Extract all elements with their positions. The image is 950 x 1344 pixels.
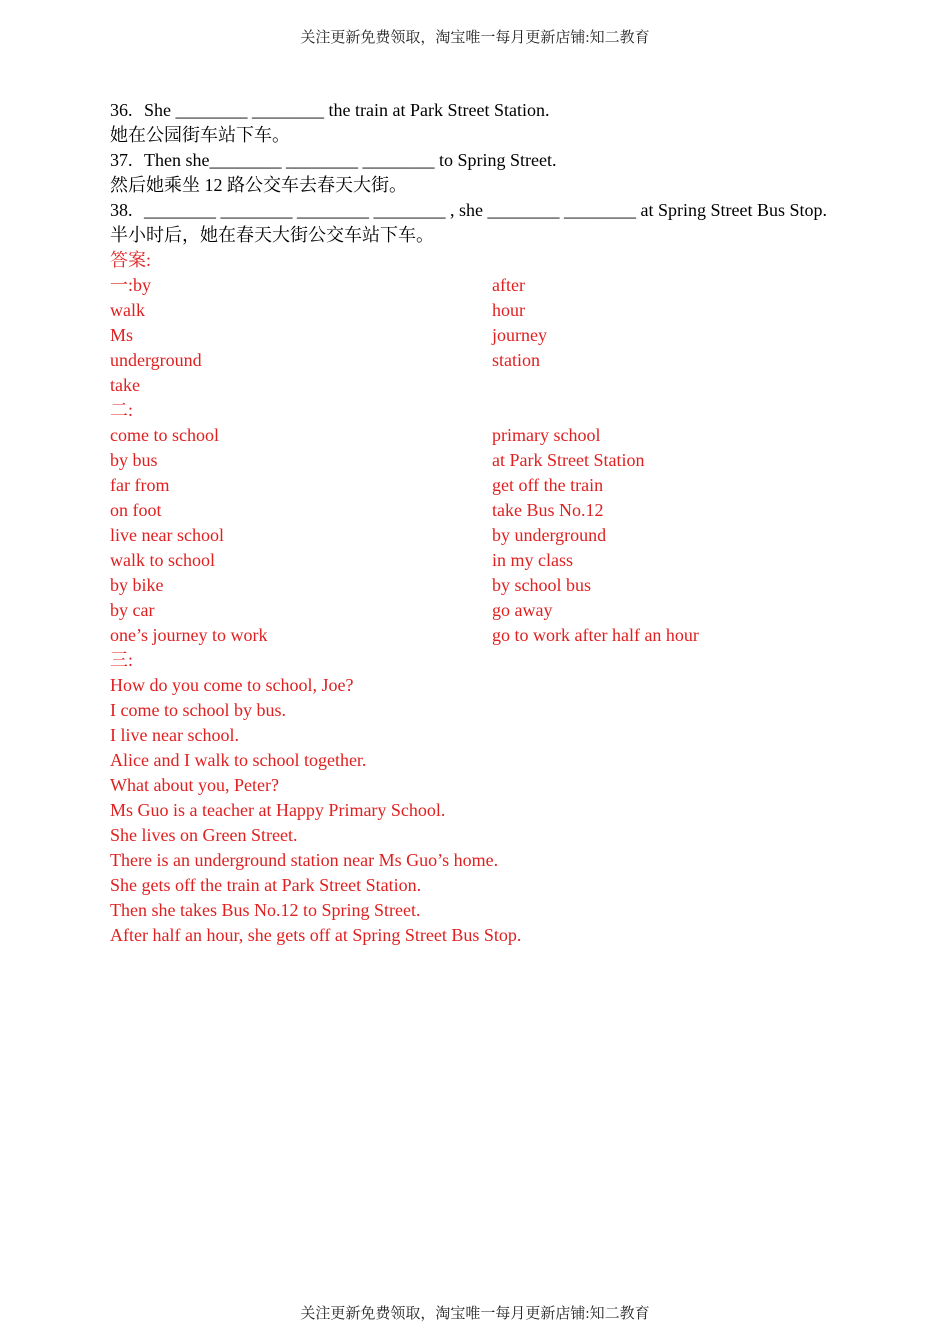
answer-row (110, 473, 842, 498)
answers-part3-title: 三: (110, 650, 134, 670)
answer-left: Ms (110, 325, 134, 345)
answer-row (110, 298, 842, 323)
answer-sentence: I live near school. (110, 725, 239, 745)
answer-right: journey (492, 325, 547, 345)
answer-sentence: Then she takes Bus No.12 to Spring Street. (110, 900, 421, 920)
answer-right: go away (492, 600, 553, 620)
question-38-chinese: 半小时后，她在春天大街公交车站下车。 (110, 225, 434, 245)
answer-sentence: She gets off the train at Park Street Station. (110, 875, 422, 895)
answers-part1 (110, 273, 842, 398)
answer-left: underground (110, 350, 202, 370)
question-36-chinese: 她在公园街车站下车。 (110, 125, 290, 145)
answer-row (110, 498, 842, 523)
answer-row (110, 273, 842, 298)
answer-sentence: She lives on Green Street. (110, 825, 298, 845)
answers-part3 (110, 673, 842, 948)
answers-title: 答案: (110, 250, 152, 270)
question-38 (110, 198, 842, 223)
answer-row (110, 548, 842, 573)
question-37-chinese: 然后她乘坐 12 路公交车去春天大街。 (110, 175, 407, 195)
answer-row (110, 523, 842, 548)
answer-right: get off the train (492, 475, 604, 495)
answer-right: at Park Street Station (492, 450, 645, 470)
answer-left: 一:by (110, 275, 152, 295)
answer-left: come to school (110, 425, 219, 445)
answer-left: live near school (110, 525, 224, 545)
answer-right: after (492, 275, 525, 295)
answer-left: on foot (110, 500, 162, 520)
answer-sentence: Ms Guo is a teacher at Happy Primary School. (110, 800, 446, 820)
answer-right: take Bus No.12 (492, 500, 604, 520)
document-body (110, 98, 842, 948)
answer-right: by underground (492, 525, 607, 545)
page-header: 关注更新免费领取，淘宝唯一每月更新店铺:知二教育 (300, 30, 650, 46)
answer-right: go to work after half an hour (492, 625, 699, 645)
answer-row (110, 448, 842, 473)
question-number: 36. (110, 100, 133, 120)
answer-right: station (492, 350, 540, 370)
answers-part2-title: 二: (110, 400, 134, 420)
answer-sentence: After half an hour, she gets off at Spring Street Bus Stop. (110, 925, 522, 945)
question-36 (110, 98, 842, 123)
question-text: Then she________ ________ ________ to Spring Street. (144, 150, 557, 170)
answer-right: in my class (492, 550, 573, 570)
answer-left: far from (110, 475, 170, 495)
question-number: 38. (110, 200, 133, 220)
answer-left: by bike (110, 575, 164, 595)
question-number: 37. (110, 150, 133, 170)
answer-row (110, 348, 842, 373)
answer-row (110, 573, 842, 598)
answer-left: by car (110, 600, 155, 620)
answer-sentence: I come to school by bus. (110, 700, 286, 720)
answers-part2 (110, 423, 842, 648)
answer-sentence: There is an underground station near Ms Guo’s home. (110, 850, 499, 870)
answer-sentence: How do you come to school, Joe? (110, 675, 354, 695)
answer-row (110, 623, 842, 648)
answer-left: walk (110, 300, 145, 320)
answer-sentence: What about you, Peter? (110, 775, 279, 795)
answer-left: by bus (110, 450, 158, 470)
answer-right: primary school (492, 425, 601, 445)
answer-sentence: Alice and I walk to school together. (110, 750, 367, 770)
page-footer: 关注更新免费领取，淘宝唯一每月更新店铺:知二教育 (300, 1306, 650, 1322)
question-text: She ________ ________ the train at Park Street Station. (144, 100, 550, 120)
answer-left: take (110, 375, 140, 395)
answer-row (110, 598, 842, 623)
answer-row (110, 373, 842, 398)
question-text: ________ ________ ________ ________ , she ________ ________ at Spring Street Bus Stop. (144, 200, 827, 220)
answer-left: walk to school (110, 550, 215, 570)
answer-row (110, 323, 842, 348)
answer-row (110, 423, 842, 448)
answer-right: hour (492, 300, 525, 320)
question-37 (110, 148, 842, 173)
answer-right: by school bus (492, 575, 591, 595)
answer-left: one’s journey to work (110, 625, 268, 645)
